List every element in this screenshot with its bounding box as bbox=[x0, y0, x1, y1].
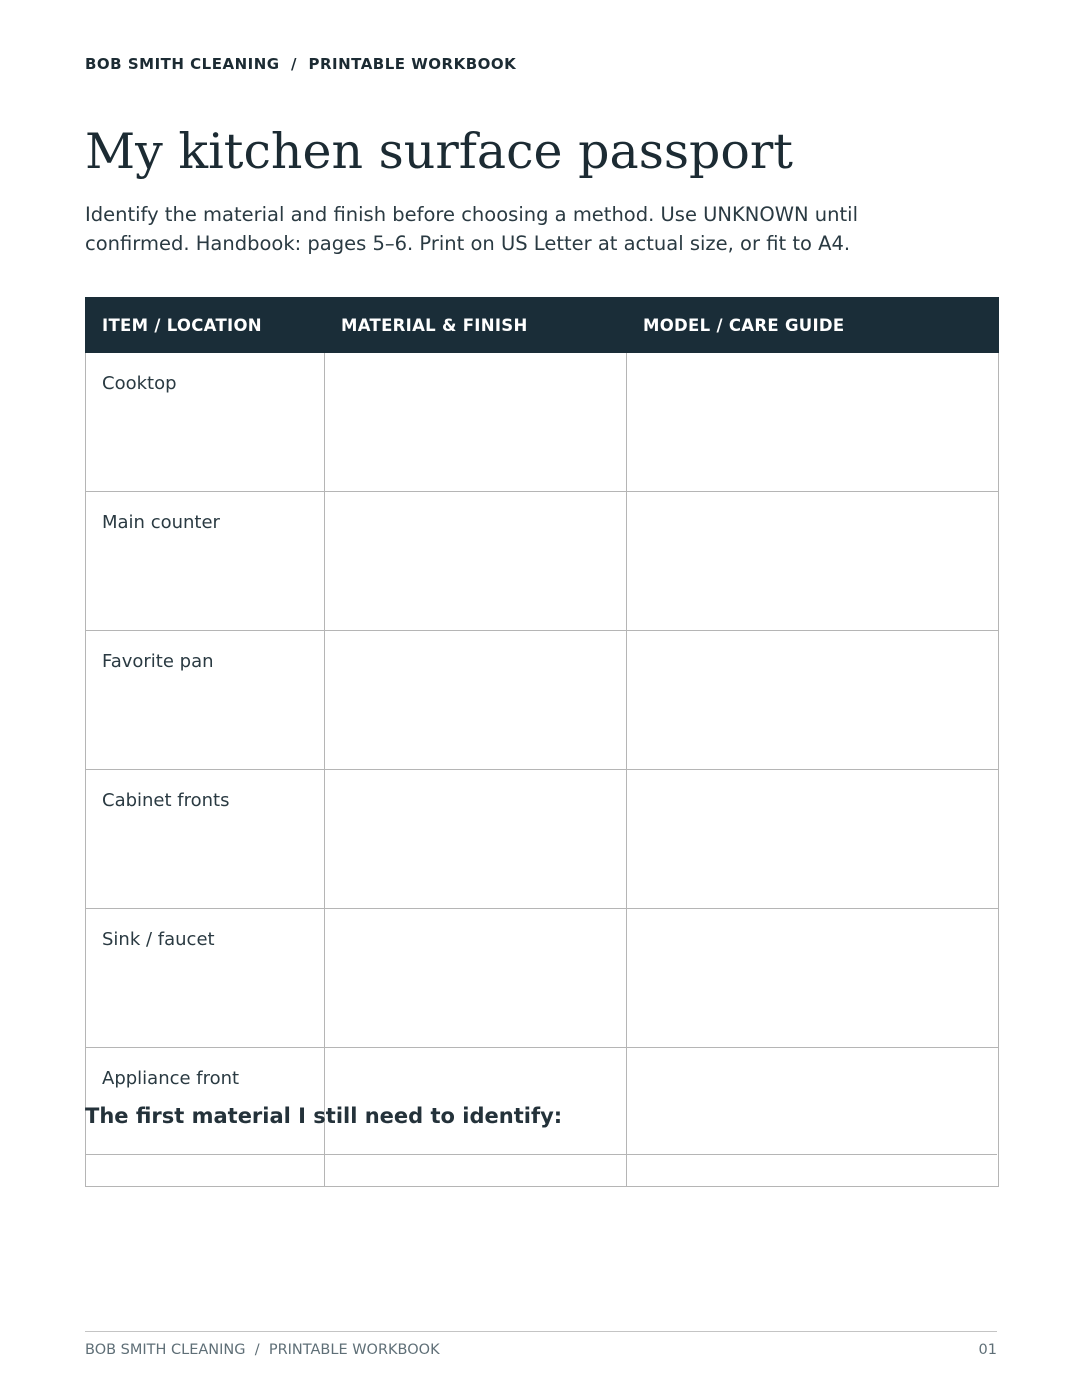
intro-paragraph: Identify the material and finish before choosing a method. Use UNKNOWN until confirmed. Handbook: pages 5–6. Print on US Letter at actual size, or fit to A4. bbox=[85, 203, 858, 255]
item-cell: Main counter bbox=[86, 492, 325, 631]
care-guide-cell[interactable] bbox=[627, 1048, 999, 1187]
care-guide-cell[interactable] bbox=[627, 353, 999, 492]
material-cell[interactable] bbox=[325, 770, 627, 909]
care-guide-cell[interactable] bbox=[627, 492, 999, 631]
table-row bbox=[86, 770, 999, 909]
table-row bbox=[86, 631, 999, 770]
care-guide-cell[interactable] bbox=[627, 909, 999, 1048]
material-cell[interactable] bbox=[325, 353, 627, 492]
page-number: 01 bbox=[978, 1342, 997, 1358]
table-row bbox=[86, 909, 999, 1048]
column-header-care-guide: MODEL / CARE GUIDE bbox=[627, 298, 999, 353]
workbook-page bbox=[85, 0, 997, 1400]
care-guide-cell[interactable] bbox=[627, 770, 999, 909]
answer-line[interactable] bbox=[85, 1154, 997, 1155]
table-header-row bbox=[86, 298, 999, 353]
surface-passport-table bbox=[85, 297, 999, 1187]
column-header-material: MATERIAL & FINISH bbox=[325, 298, 627, 353]
column-header-item: ITEM / LOCATION bbox=[86, 298, 325, 353]
care-guide-cell[interactable] bbox=[627, 631, 999, 770]
item-cell: Favorite pan bbox=[86, 631, 325, 770]
material-cell[interactable] bbox=[325, 909, 627, 1048]
material-cell[interactable] bbox=[325, 631, 627, 770]
table-row bbox=[86, 353, 999, 492]
footer-label: BOB SMITH CLEANING / PRINTABLE WORKBOOK bbox=[85, 1342, 440, 1358]
page-eyebrow: BOB SMITH CLEANING / PRINTABLE WORKBOOK bbox=[85, 55, 517, 73]
item-cell: Cabinet fronts bbox=[86, 770, 325, 909]
item-cell: Appliance front bbox=[86, 1048, 325, 1187]
item-cell: Cooktop bbox=[86, 353, 325, 492]
material-cell[interactable] bbox=[325, 492, 627, 631]
table-row bbox=[86, 492, 999, 631]
page-title: My kitchen surface passport bbox=[85, 123, 793, 180]
footer-divider bbox=[85, 1331, 997, 1332]
identify-prompt: The first material I still need to identify: bbox=[85, 1104, 563, 1128]
item-cell: Sink / faucet bbox=[86, 909, 325, 1048]
